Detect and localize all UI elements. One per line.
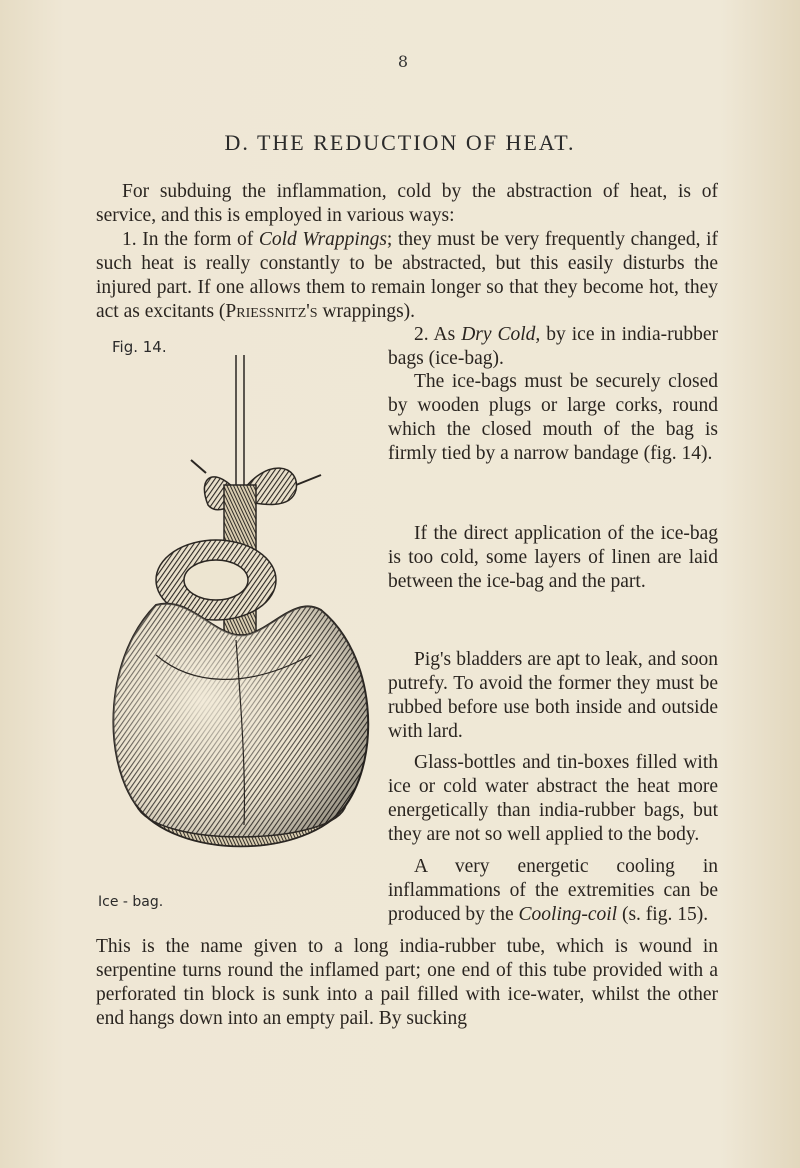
item2-rest: by ice in india-rubber bags (ice-bag). <box>388 324 718 369</box>
cold-wrappings-paragraph <box>96 228 718 324</box>
item2-lead: 2. As <box>414 324 462 345</box>
cooling-emphasis: Cooling-coil <box>518 904 618 925</box>
ice-bags-paragraph: The ice-bags must be securely closed by wooden plugs or large corks, round which the closed mouth of the bag is firmly tied by a narrow bandage (fig. 14). <box>388 371 718 464</box>
glass-bottles-paragraph: Glass-bottles and tin-boxes filled with ice or cold water abstract the heat more energetically than india-rubber bags, but they are not so well applied to the body. <box>388 752 718 845</box>
priessnitz-name: Priessnitz's <box>225 301 318 322</box>
bag-mouth-opening <box>184 560 248 600</box>
section-heading: D. THE REDUCTION OF HEAT. <box>224 130 576 155</box>
intro-paragraph: For subduing the inflammation, cold by the abstraction of heat, is of service, and this is employed in various ways: <box>96 181 718 226</box>
dry-cold-paragraph <box>388 323 718 371</box>
item1-lead: 1. In the form of <box>122 229 259 250</box>
cooling-lead: A very energetic cooling in inflammations of the extremities can be produced by the <box>388 856 718 925</box>
bag-body-shading <box>113 604 368 847</box>
item1-emphasis: Cold Wrappings <box>258 229 387 250</box>
item2-emphasis: Dry Cold, <box>461 324 541 345</box>
pigs-bladders-paragraph: Pig's bladders are apt to leak, and soon putrefy. To avoid the former they must be rubbed before use both inside and outside with lard. <box>388 649 718 742</box>
ice-bag-illustration <box>96 355 386 885</box>
item1-rest: ; they must be very frequently changed, if such heat is really constantly to be abstracted, but this easily disturbs the injured part. If one allows them to remain longer so that they become hot, they act as excitants ( <box>96 229 719 322</box>
figure-label: Fig. 14. <box>112 338 167 356</box>
item1-tail: wrappings). <box>317 301 416 322</box>
cooling-rest: (s. fig. 15). <box>617 904 709 925</box>
bow-end-left <box>191 460 206 473</box>
final-paragraph: This is the name given to a long india-rubber tube, which is wound in serpentine turns round the inflamed part; one end of this tube provided with a perforated tin block is sunk into a pail filled with ice-water, whilst the other end hangs down into an empty pail. By sucking <box>96 936 718 1029</box>
direct-application-paragraph: If the direct application of the ice-bag is too cold, some layers of linen are laid between the ice-bag and the part. <box>388 523 718 592</box>
page-number: 8 <box>397 52 409 71</box>
bow-end-right <box>296 475 321 485</box>
cooling-coil-paragraph <box>388 855 718 927</box>
figure-caption: Ice - bag. <box>98 894 164 910</box>
